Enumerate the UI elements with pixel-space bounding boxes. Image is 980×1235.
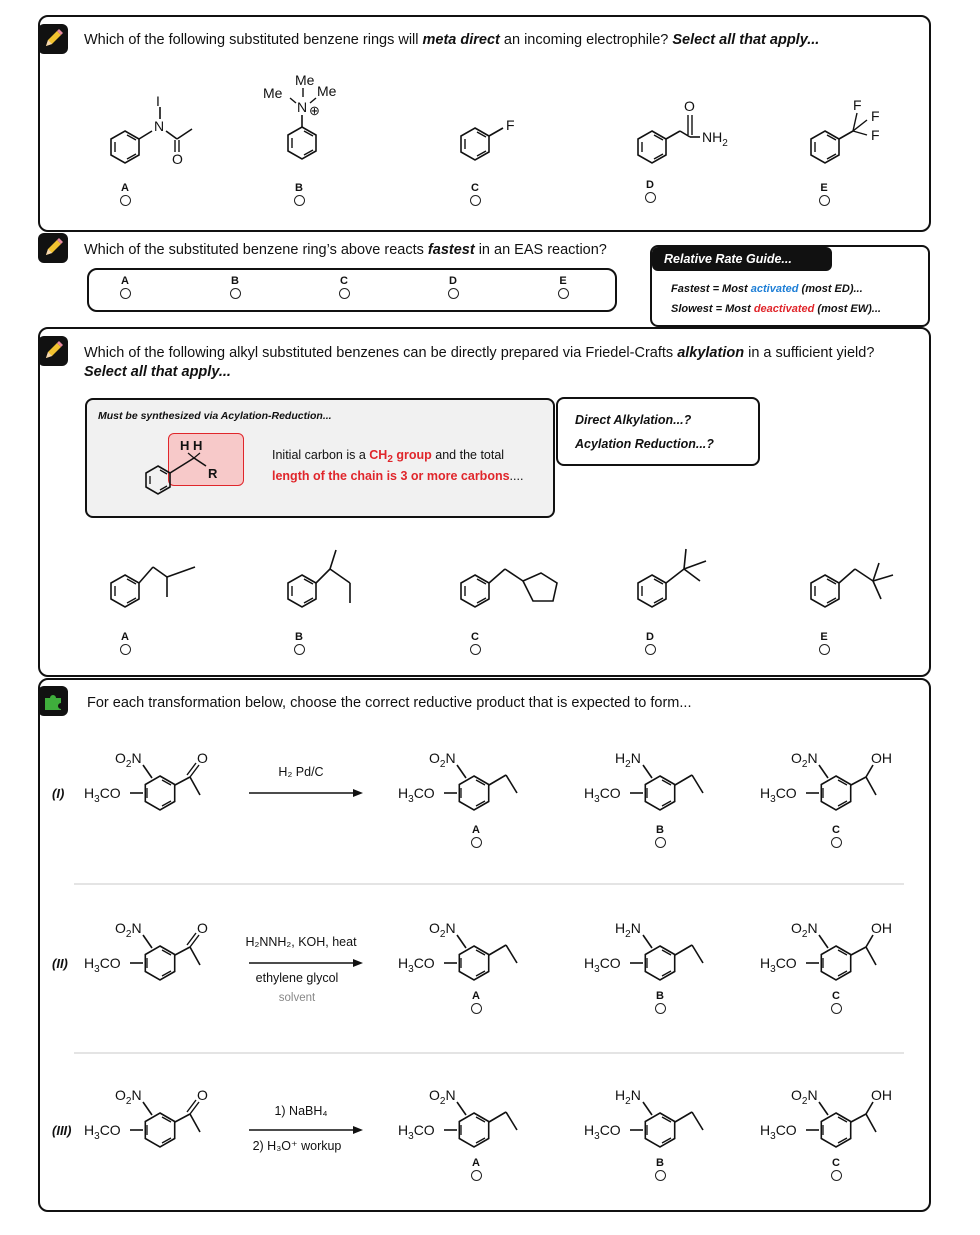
reaction-row-3-option-b[interactable]: B <box>650 1158 670 1181</box>
hint-title: Must be synthesized via Acylation-Reduction... <box>98 410 332 422</box>
row-divider <box>74 883 904 885</box>
direct-alkylation-line-2: Acylation Reduction...? <box>575 437 714 451</box>
svg-text:H3CO: $H_3CO$ <box>398 1122 435 1142</box>
q2-option-a[interactable]: A <box>115 276 135 299</box>
svg-text:O2N: $O_2N$ <box>115 750 142 770</box>
q2-option-b[interactable]: B <box>225 276 245 299</box>
reaction-row-1-label: (I) <box>52 786 65 801</box>
molecule-b <box>255 70 355 170</box>
reaction-row-2-option-b[interactable]: B <box>650 991 670 1014</box>
atom-me: Me <box>317 83 337 99</box>
pencil-icon <box>38 24 68 54</box>
reaction-row-2-reagent-bottom: ethylene glycol <box>255 971 339 985</box>
molecule-a <box>95 95 205 175</box>
row-divider <box>74 1052 904 1054</box>
svg-text:H3CO: $H_3CO$ <box>84 1122 121 1142</box>
reaction-row-2-label: (II) <box>52 956 68 971</box>
q1-option-d[interactable]: D <box>640 180 660 203</box>
reaction-row-1-starting-material <box>84 745 234 815</box>
svg-text:H3CO: $H_3CO$ <box>398 955 435 975</box>
svg-text:O2N: $O_2N$ <box>429 1087 456 1107</box>
svg-text:H3CO: $H_3CO$ <box>760 1122 797 1142</box>
svg-text:O2N: $O_2N$ <box>791 1087 818 1107</box>
atom-me: Me <box>295 72 315 88</box>
q3-option-e[interactable]: E <box>814 632 834 655</box>
q2-option-c[interactable]: C <box>334 276 354 299</box>
reaction-row-2-product-c <box>760 915 910 985</box>
svg-text:O2N: $O_2N$ <box>115 920 142 940</box>
reaction-row-1-arrow <box>247 787 367 799</box>
q3-molecule-b <box>272 545 372 615</box>
rate-guide-line-2: Slowest = Most deactivated (most EW)... <box>671 303 881 315</box>
q3-molecule-c <box>445 555 575 615</box>
atom-o: O <box>172 151 183 167</box>
svg-text:O2N: $O_2N$ <box>115 1087 142 1107</box>
svg-text:R: R <box>208 466 218 481</box>
rate-guide-title: Relative Rate Guide... <box>652 247 832 271</box>
svg-text:O: O <box>197 750 208 766</box>
reaction-row-1-option-c[interactable]: C <box>826 825 846 848</box>
atom-n: N <box>297 99 308 115</box>
reaction-row-1-reagent-top: H₂ Pd/C <box>278 765 324 779</box>
question-1-text: Which of the following substituted benzene rings will meta direct an incoming electrophile? Select all that apply... <box>84 32 820 48</box>
hint-text: Initial carbon is a $CH_2$ group and the total length of the chain is 3 or more carbons.... <box>272 448 524 483</box>
reaction-row-3-option-a[interactable]: A <box>466 1158 486 1181</box>
reaction-row-2-reagent-note: solvent <box>278 992 316 1004</box>
question-4-text: For each transformation below, choose the correct reductive product that is expected to form... <box>87 695 692 711</box>
rate-guide-line-1: Fastest = Most activated (most ED)... <box>671 283 863 295</box>
svg-text:OH: OH <box>871 920 892 936</box>
q1-option-c[interactable]: C <box>465 183 485 206</box>
question-3-text: Which of the following alkyl substituted benzenes can be directly prepared via Friedel-Crafts alkylation in a sufficient yield? Select all that apply... <box>84 345 875 380</box>
q3-molecule-a <box>95 555 205 615</box>
atom-o: O <box>684 98 695 114</box>
svg-text:O2N: $O_2N$ <box>429 750 456 770</box>
atom-f: F <box>853 97 862 113</box>
reaction-row-3-label: (III) <box>52 1123 72 1138</box>
svg-text:H3CO: $H_3CO$ <box>760 785 797 805</box>
q1-option-a[interactable]: A <box>115 183 135 206</box>
positive-charge: ⊕ <box>309 103 320 118</box>
atom-n: N <box>154 118 165 134</box>
pencil-icon <box>38 336 68 366</box>
svg-text:H3CO: $H_3CO$ <box>584 785 621 805</box>
atom-f: F <box>506 117 515 133</box>
reaction-row-2-product-a <box>398 915 548 985</box>
direct-alkylation-box <box>556 397 760 466</box>
reaction-row-3-reagent-top: 1) NaBH₄ <box>274 1104 328 1118</box>
q1-option-e[interactable]: E <box>814 183 834 206</box>
svg-text:NH2: $NH_2$ <box>702 129 728 149</box>
reaction-row-1-product-b <box>584 745 734 815</box>
reaction-row-3-product-a <box>398 1082 548 1152</box>
direct-alkylation-line-1: Direct Alkylation...? <box>575 413 692 427</box>
atom-f: F <box>871 108 880 124</box>
reaction-row-1-option-a[interactable]: A <box>466 825 486 848</box>
q3-molecule-e <box>795 555 905 615</box>
molecule-d <box>622 95 742 175</box>
question-2-text: Which of the substituted benzene ring’s above reacts fastest in an EAS reaction? <box>84 242 607 258</box>
svg-text:OH: OH <box>871 1087 892 1103</box>
svg-text:H2N: $H_2N$ <box>615 920 641 940</box>
reaction-row-3-starting-material <box>84 1082 234 1152</box>
reaction-row-1-product-a <box>398 745 548 815</box>
reaction-row-3-reagent-bottom: 2) H₃O⁺ workup <box>252 1139 342 1153</box>
atom-i: I <box>156 95 160 109</box>
puzzle-icon <box>38 686 68 716</box>
svg-text:O: O <box>197 1087 208 1103</box>
pencil-icon <box>38 233 68 263</box>
svg-text:OH: OH <box>871 750 892 766</box>
reaction-row-2-reagent-top: H₂NNH₂, KOH, heat <box>245 935 357 949</box>
q1-option-b[interactable]: B <box>289 183 309 206</box>
svg-text:H H: H H <box>180 438 203 453</box>
reaction-row-2-product-b <box>584 915 734 985</box>
svg-text:H2N: $H_2N$ <box>615 1087 641 1107</box>
svg-text:H3CO: $H_3CO$ <box>584 1122 621 1142</box>
svg-text:O2N: $O_2N$ <box>791 750 818 770</box>
q2-option-e[interactable]: E <box>553 276 573 299</box>
molecule-e <box>795 95 895 175</box>
atom-f: F <box>871 127 880 143</box>
reaction-row-2-option-a[interactable]: A <box>466 991 486 1014</box>
q3-option-c[interactable]: C <box>465 632 485 655</box>
reaction-row-2-starting-material <box>84 915 234 985</box>
svg-text:H2N: $H_2N$ <box>615 750 641 770</box>
svg-text:H3CO: $H_3CO$ <box>84 955 121 975</box>
atom-me: Me <box>263 85 283 101</box>
svg-text:O2N: $O_2N$ <box>429 920 456 940</box>
reaction-row-3-arrow <box>247 1124 367 1136</box>
molecule-c <box>445 110 535 180</box>
reaction-row-2-arrow <box>247 957 367 969</box>
svg-text:H3CO: $H_3CO$ <box>398 785 435 805</box>
reaction-row-1-product-c <box>760 745 910 815</box>
hint-molecule <box>136 433 246 503</box>
q3-option-d[interactable]: D <box>640 632 660 655</box>
svg-text:O: O <box>197 920 208 936</box>
svg-text:H3CO: $H_3CO$ <box>760 955 797 975</box>
reaction-row-2-option-c[interactable]: C <box>826 991 846 1014</box>
reaction-row-1-option-b[interactable]: B <box>650 825 670 848</box>
q3-option-a[interactable]: A <box>115 632 135 655</box>
svg-text:O2N: $O_2N$ <box>791 920 818 940</box>
reaction-row-3-option-c[interactable]: C <box>826 1158 846 1181</box>
q3-molecule-d <box>622 545 722 615</box>
reaction-row-3-product-c <box>760 1082 910 1152</box>
svg-text:H3CO: $H_3CO$ <box>84 785 121 805</box>
svg-text:H3CO: $H_3CO$ <box>584 955 621 975</box>
q2-option-d[interactable]: D <box>443 276 463 299</box>
reaction-row-3-product-b <box>584 1082 734 1152</box>
q3-option-b[interactable]: B <box>289 632 309 655</box>
